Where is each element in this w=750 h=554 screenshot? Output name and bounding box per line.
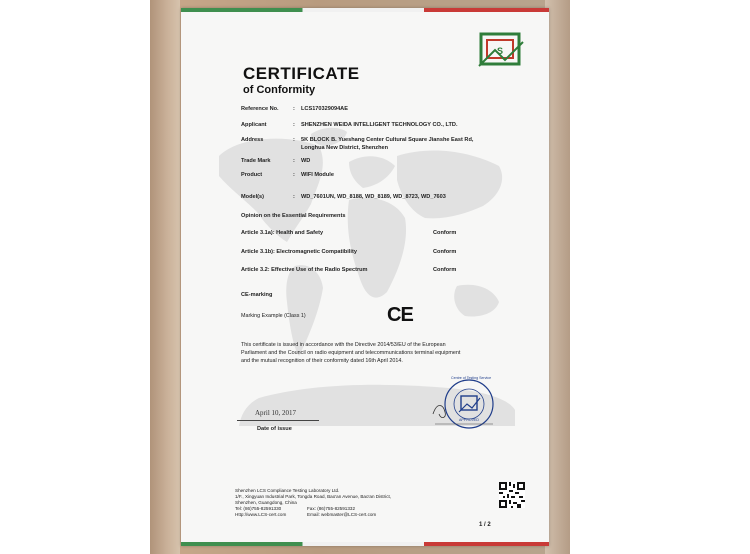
- footer-address-2: Shenzhen, Guangdong, China: [235, 500, 297, 505]
- colon: :: [293, 194, 295, 200]
- colon: :: [293, 137, 295, 143]
- article-2-label: Article 3.1b): Electromagnetic Compatibility: [241, 249, 357, 255]
- opinion-heading: Opinion on the Essential Requirements: [241, 213, 346, 219]
- field-label-product: Product: [241, 172, 263, 178]
- colon: :: [293, 172, 295, 178]
- marking-example: Marking Example (Class 1): [241, 313, 306, 319]
- footer-email: Email: webmaster@LCS-cert.com: [307, 512, 377, 517]
- article-2-result: Conform: [433, 249, 457, 255]
- field-label-applicant: Applicant: [241, 122, 267, 128]
- certificate-subtitle: of Conformity: [243, 84, 316, 96]
- colon: :: [293, 158, 295, 164]
- colon: :: [293, 122, 295, 128]
- article-1-label: Article 3.1a): Health and Safety: [241, 230, 324, 236]
- issue-date: April 10, 2017: [255, 409, 297, 417]
- field-value-reference: LCS170329094AE: [301, 106, 348, 112]
- approval-seal-icon: [427, 374, 497, 434]
- field-label-trademark: Trade Mark: [241, 158, 271, 164]
- footer-web: Http://www.LCS-cert.com: [235, 512, 287, 517]
- ce-marking-heading: CE-marking: [241, 292, 273, 298]
- field-value-applicant: SHENZHEN WEIDA INTELLIGENT TECHNOLOGY CO., LTD.: [301, 122, 458, 128]
- field-value-trademark: WD: [301, 158, 311, 164]
- qr-code-icon: [499, 482, 525, 508]
- field-label-reference: Reference No.: [241, 106, 279, 112]
- statement-line-1: This certificate is issued in accordance with the Directive 2014/53/EU of the European: [241, 342, 446, 348]
- field-value-address-line1: 5K BLOCK B. Yueshang Center Cultural Square Jianshe East Rd,: [301, 137, 474, 143]
- article-3-label: Article 3.2: Effective Use of the Radio Spectrum: [241, 267, 368, 273]
- flag-stripe-top: [181, 8, 549, 12]
- seal-subtext: APPROVED: [459, 418, 479, 422]
- certificate-title: CERTIFICATE: [243, 64, 360, 83]
- article-3-result: Conform: [433, 267, 457, 273]
- frame-left-edge: [150, 0, 180, 554]
- field-value-product: WIFI Module: [301, 172, 334, 178]
- statement-line-2: Parliament and the Council on radio equipment and telecommunications terminal equipment: [241, 350, 461, 356]
- footer-company: Shenzhen LCS Compliance Testing Laboratory Ltd.: [235, 488, 340, 493]
- colon: :: [293, 106, 295, 112]
- date-line: [237, 420, 319, 421]
- footer-fax: Fax: (86)755-82591332: [307, 506, 356, 511]
- lcs-logo-icon: [477, 30, 527, 74]
- svg-text:S: S: [496, 46, 504, 56]
- ce-mark-icon: CE: [387, 304, 413, 326]
- field-value-models: WD_7601UN, WD_8188, WD_8189, WD_8723, WD_7603: [301, 194, 446, 200]
- date-of-issue-label: Date of issue: [257, 426, 292, 432]
- field-label-address: Address: [241, 137, 264, 143]
- statement-line-3: and the mutual recognition of their conformity dated 16th April 2014.: [241, 358, 403, 364]
- flag-stripe-bottom: [181, 542, 549, 546]
- page-number: 1 / 2: [479, 522, 491, 528]
- certificate-document: [181, 8, 549, 546]
- seal-text: Centre of Testing Service: [451, 376, 492, 380]
- field-value-address-line2: Longhua New District, Shenzhen: [301, 145, 389, 151]
- footer-address-1: 1/F., Xingyuan Industrial Park, Tongda Road, Bao'an Avenue, Bao'an District,: [235, 494, 392, 499]
- article-1-result: Conform: [433, 230, 457, 236]
- field-label-models: Model(s): [241, 194, 264, 200]
- footer-tel: Tel: (86)755-82591330: [235, 506, 282, 511]
